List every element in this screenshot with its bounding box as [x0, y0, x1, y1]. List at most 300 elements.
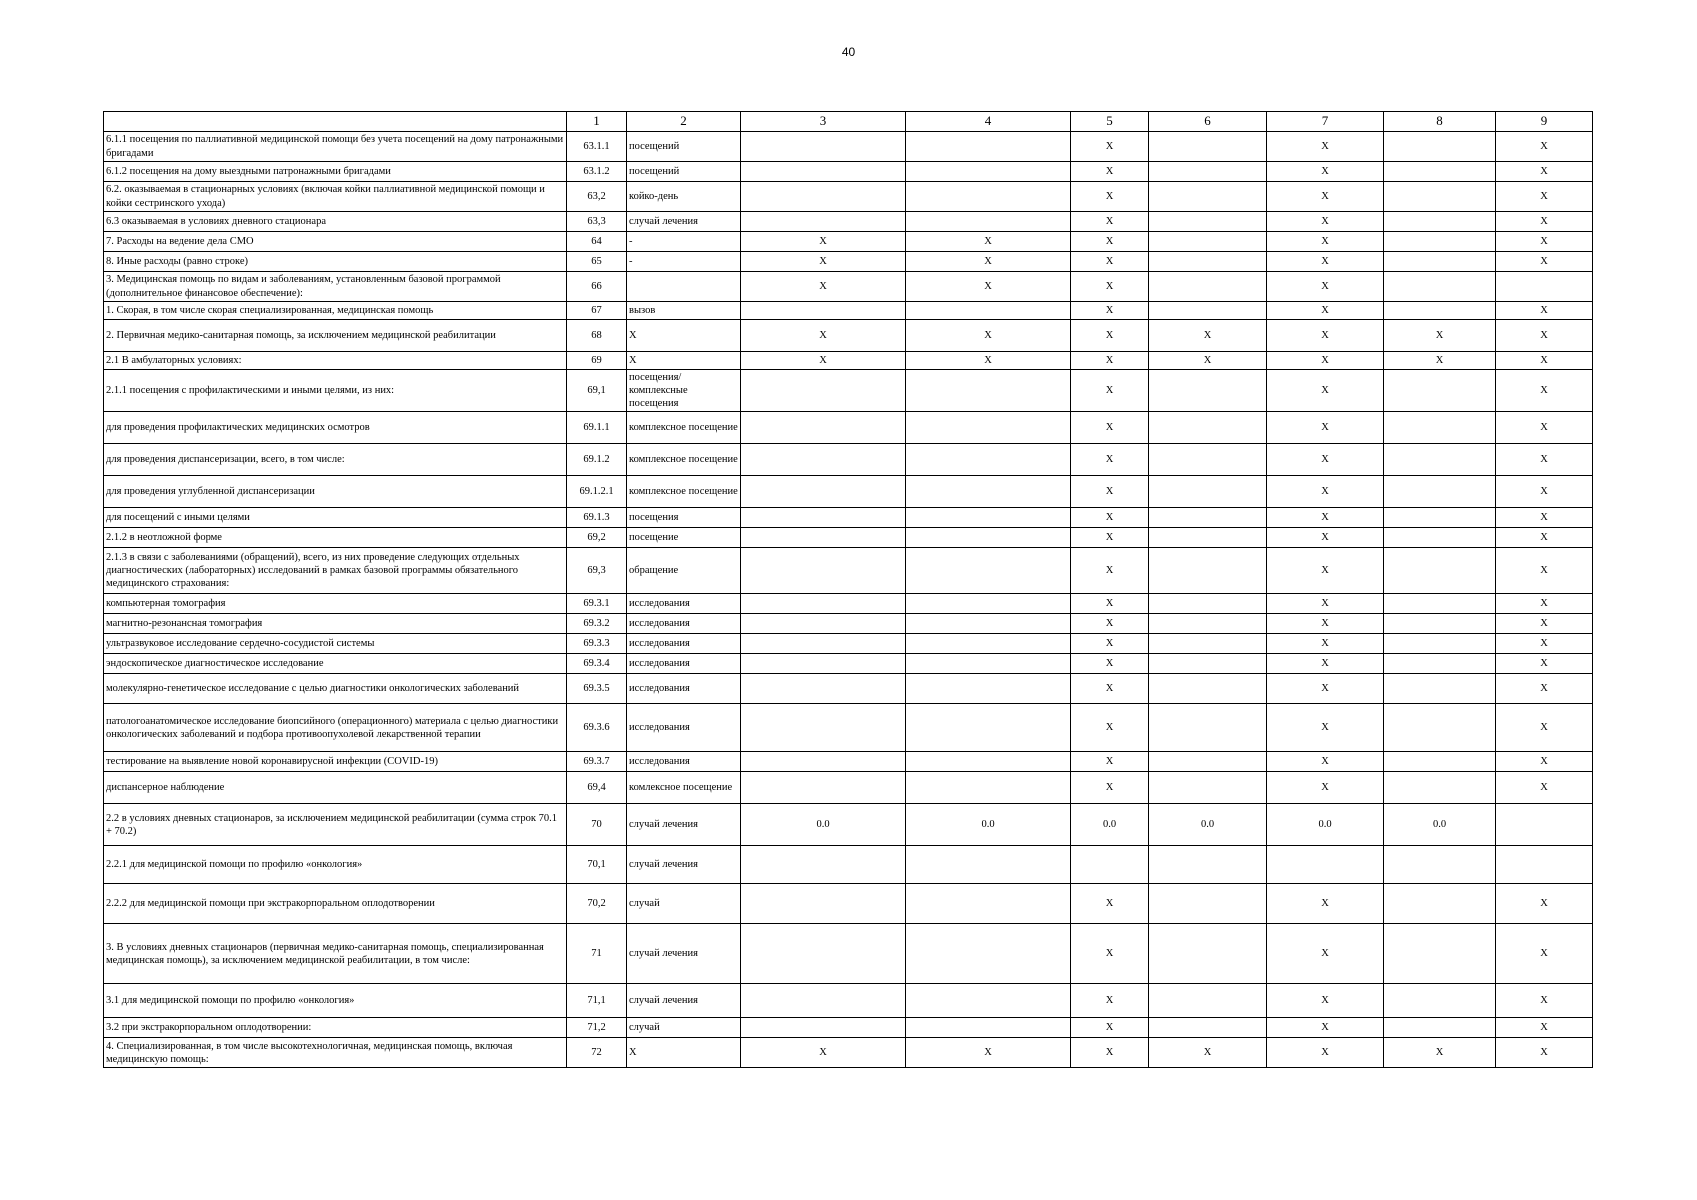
row-unit: исследования	[627, 594, 741, 614]
cell-value	[1149, 232, 1267, 252]
cell-value	[1384, 182, 1496, 212]
row-name: 7. Расходы на ведение дела СМО	[104, 232, 567, 252]
row-code: 69.1.3	[567, 508, 627, 528]
row-name: 6.2. оказываемая в стационарных условиях (включая койки паллиативной медицинской помощи и койки сестринского ухода)	[104, 182, 567, 212]
cell-value: X	[1496, 232, 1593, 252]
row-name: эндоскопическое диагностическое исследование	[104, 654, 567, 674]
cell-value	[1496, 804, 1593, 846]
table-header-row	[104, 112, 1593, 132]
cell-value	[906, 654, 1071, 674]
table-row	[104, 182, 1593, 212]
cell-value	[906, 924, 1071, 984]
row-name: компьютерная томография	[104, 594, 567, 614]
cell-value	[906, 984, 1071, 1018]
cell-value: X	[1267, 884, 1384, 924]
cell-value: X	[741, 1038, 906, 1068]
row-unit: посещение	[627, 528, 741, 548]
cell-value: X	[1267, 508, 1384, 528]
cell-value	[741, 634, 906, 654]
cell-value: X	[1496, 252, 1593, 272]
cell-value	[741, 654, 906, 674]
row-name: 2.1.2 в неотложной форме	[104, 528, 567, 548]
table-row	[104, 548, 1593, 594]
row-name: магнитно-резонансная томография	[104, 614, 567, 634]
row-name: 2.2.1 для медицинской помощи по профилю «онкология»	[104, 846, 567, 884]
cell-value	[1149, 594, 1267, 614]
row-code: 69.3.6	[567, 704, 627, 752]
row-unit: X	[627, 320, 741, 352]
cell-value: X	[1384, 1038, 1496, 1068]
row-code: 63,3	[567, 212, 627, 232]
cell-value: 0.0	[1149, 804, 1267, 846]
row-name: для проведения диспансеризации, всего, в том числе:	[104, 444, 567, 476]
row-unit: -	[627, 232, 741, 252]
row-unit: комплексное посещение	[627, 412, 741, 444]
cell-value	[906, 162, 1071, 182]
cell-value	[906, 508, 1071, 528]
cell-value: X	[906, 272, 1071, 302]
row-code: 72	[567, 1038, 627, 1068]
column-header: 4	[906, 112, 1071, 132]
cell-value: 0.0	[1384, 804, 1496, 846]
cell-value	[1149, 674, 1267, 704]
cell-value	[906, 132, 1071, 162]
cell-value: X	[1071, 352, 1149, 370]
row-name: 2.1.1 посещения с профилактическими и иными целями, из них:	[104, 370, 567, 412]
cell-value: X	[1071, 924, 1149, 984]
cell-value: X	[1071, 252, 1149, 272]
cell-value	[741, 846, 906, 884]
row-unit: посещения/комплексные посещения	[627, 370, 741, 412]
cell-value	[1384, 772, 1496, 804]
table-row	[104, 252, 1593, 272]
cell-value: X	[1071, 508, 1149, 528]
row-code: 69.1.2	[567, 444, 627, 476]
cell-value: X	[1267, 132, 1384, 162]
table-row	[104, 1038, 1593, 1068]
cell-value	[1384, 476, 1496, 508]
row-code: 69.3.1	[567, 594, 627, 614]
column-header: 9	[1496, 112, 1593, 132]
row-name: 6.3 оказываемая в условиях дневного стационара	[104, 212, 567, 232]
cell-value: X	[1496, 476, 1593, 508]
cell-value	[1384, 212, 1496, 232]
cell-value	[906, 704, 1071, 752]
cell-value: X	[1071, 634, 1149, 654]
cell-value	[1149, 508, 1267, 528]
cell-value: X	[1071, 594, 1149, 614]
cell-value	[1149, 772, 1267, 804]
cell-value	[1384, 548, 1496, 594]
row-name: 2.1.3 в связи с заболеваниями (обращений), всего, из них проведение следующих отдельных диагностических (лабораторных) исследований в рамках базовой программы обязательного медицинского страхования:	[104, 548, 567, 594]
cell-value: X	[1267, 370, 1384, 412]
cell-value	[1384, 370, 1496, 412]
cell-value: X	[1496, 634, 1593, 654]
row-code: 70,2	[567, 884, 627, 924]
cell-value	[1384, 232, 1496, 252]
cell-value: X	[906, 252, 1071, 272]
row-code: 69.3.2	[567, 614, 627, 634]
column-header: 2	[627, 112, 741, 132]
row-name: патологоанатомическое исследование биопсийного (операционного) материала с целью диагностики онкологических заболеваний и подбора противоопухолевой лекарственной терапии	[104, 704, 567, 752]
cell-value: X	[1071, 182, 1149, 212]
cell-value: X	[1071, 528, 1149, 548]
cell-value: X	[1071, 884, 1149, 924]
table-row	[104, 162, 1593, 182]
table-row	[104, 370, 1593, 412]
row-unit: X	[627, 352, 741, 370]
cell-value: X	[1071, 412, 1149, 444]
cell-value: X	[1267, 272, 1384, 302]
table-row	[104, 320, 1593, 352]
cell-value: X	[1496, 212, 1593, 232]
row-unit: случай лечения	[627, 804, 741, 846]
cell-value	[741, 132, 906, 162]
cell-value	[741, 884, 906, 924]
cell-value: X	[1496, 370, 1593, 412]
column-header: 8	[1384, 112, 1496, 132]
row-code: 70	[567, 804, 627, 846]
row-unit: комлексное посещение	[627, 772, 741, 804]
row-unit: случай	[627, 1018, 741, 1038]
row-code: 69,1	[567, 370, 627, 412]
cell-value: X	[1071, 212, 1149, 232]
cell-value	[1384, 412, 1496, 444]
table-row	[104, 804, 1593, 846]
row-unit: койко-день	[627, 182, 741, 212]
page-number: 40	[841, 45, 856, 59]
row-name: 8. Иные расходы (равно строке)	[104, 252, 567, 272]
cell-value: X	[1267, 924, 1384, 984]
row-name: 2. Первичная медико-санитарная помощь, за исключением медицинской реабилитации	[104, 320, 567, 352]
cell-value	[1384, 846, 1496, 884]
cell-value: X	[741, 232, 906, 252]
row-unit: случай	[627, 884, 741, 924]
cell-value: X	[1496, 182, 1593, 212]
cell-value: X	[1267, 444, 1384, 476]
cell-value	[1149, 654, 1267, 674]
table-row	[104, 528, 1593, 548]
row-code: 63,2	[567, 182, 627, 212]
row-name: 3. Медицинская помощь по видам и заболеваниям, установленным базовой программой (дополнительное финансовое обеспечение):	[104, 272, 567, 302]
cell-value	[1149, 272, 1267, 302]
cell-value	[1149, 182, 1267, 212]
row-unit: комплексное посещение	[627, 476, 741, 508]
cell-value	[906, 884, 1071, 924]
cell-value: X	[1071, 444, 1149, 476]
cell-value: X	[906, 1038, 1071, 1068]
cell-value: X	[1496, 1038, 1593, 1068]
cell-value	[1384, 528, 1496, 548]
cell-value: X	[1071, 674, 1149, 704]
cell-value	[906, 674, 1071, 704]
cell-value	[1384, 924, 1496, 984]
cell-value: X	[1496, 984, 1593, 1018]
cell-value: X	[1267, 212, 1384, 232]
table-row	[104, 132, 1593, 162]
row-unit: исследования	[627, 674, 741, 704]
table-row	[104, 704, 1593, 752]
table-row	[104, 654, 1593, 674]
cell-value	[1149, 528, 1267, 548]
row-code: 69.3.7	[567, 752, 627, 772]
cell-value: 0.0	[1267, 804, 1384, 846]
cell-value: X	[1267, 984, 1384, 1018]
cell-value: X	[1267, 252, 1384, 272]
cell-value: X	[741, 352, 906, 370]
cell-value: X	[1496, 444, 1593, 476]
row-unit: исследования	[627, 614, 741, 634]
cell-value	[741, 476, 906, 508]
cell-value: X	[1496, 772, 1593, 804]
column-header: 5	[1071, 112, 1149, 132]
table-row	[104, 212, 1593, 232]
cell-value	[1149, 884, 1267, 924]
row-name: 6.1.1 посещения по паллиативной медицинской помощи без учета посещений на дому патронажными бригадами	[104, 132, 567, 162]
cell-value	[906, 476, 1071, 508]
cell-value	[1384, 704, 1496, 752]
cell-value: X	[741, 320, 906, 352]
cell-value: X	[1071, 654, 1149, 674]
row-unit: случай лечения	[627, 924, 741, 984]
cell-value	[1384, 272, 1496, 302]
cell-value: X	[1267, 654, 1384, 674]
cell-value	[741, 614, 906, 634]
cell-value	[741, 704, 906, 752]
cell-value: X	[1071, 320, 1149, 352]
cell-value	[1384, 594, 1496, 614]
column-header: 7	[1267, 112, 1384, 132]
row-unit: посещений	[627, 162, 741, 182]
cell-value: X	[1267, 752, 1384, 772]
row-unit: исследования	[627, 752, 741, 772]
cell-value	[1384, 984, 1496, 1018]
cell-value: X	[1496, 594, 1593, 614]
cell-value: X	[1496, 508, 1593, 528]
row-code: 69.3.3	[567, 634, 627, 654]
row-unit: исследования	[627, 634, 741, 654]
table-row	[104, 272, 1593, 302]
cell-value: X	[1496, 654, 1593, 674]
cell-value	[1149, 162, 1267, 182]
cell-value: X	[1071, 984, 1149, 1018]
cell-value: X	[1071, 370, 1149, 412]
cell-value	[741, 182, 906, 212]
cell-value	[906, 444, 1071, 476]
table-row	[104, 232, 1593, 252]
table-body	[104, 132, 1593, 1068]
row-name: ультразвуковое исследование сердечно-сосудистой системы	[104, 634, 567, 654]
cell-value	[741, 370, 906, 412]
cell-value	[1149, 634, 1267, 654]
cell-value	[1384, 508, 1496, 528]
cell-value: X	[1267, 1018, 1384, 1038]
row-unit: -	[627, 252, 741, 272]
cell-value: X	[1496, 528, 1593, 548]
cell-value: X	[1267, 232, 1384, 252]
cell-value: X	[1071, 132, 1149, 162]
table-row	[104, 594, 1593, 614]
cell-value	[1149, 132, 1267, 162]
table-row	[104, 924, 1593, 984]
row-unit: случай лечения	[627, 212, 741, 232]
cell-value	[1149, 846, 1267, 884]
row-code: 69.3.4	[567, 654, 627, 674]
row-name: 3. В условиях дневных стационаров (первичная медико-санитарная помощь, специализированная медицинская помощь), за исключением медицинской реабилитации, в том числе:	[104, 924, 567, 984]
row-code: 69.3.5	[567, 674, 627, 704]
cell-value	[741, 302, 906, 320]
row-unit: вызов	[627, 302, 741, 320]
cell-value	[741, 984, 906, 1018]
row-name: молекулярно-генетическое исследование с целью диагностики онкологических заболеваний	[104, 674, 567, 704]
cell-value: X	[1496, 924, 1593, 984]
row-name: тестирование на выявление новой коронавирусной инфекции (COVID-19)	[104, 752, 567, 772]
table-row	[104, 352, 1593, 370]
row-code: 69	[567, 352, 627, 370]
row-name: 6.1.2 посещения на дому выездными патронажными бригадами	[104, 162, 567, 182]
table-row	[104, 476, 1593, 508]
cell-value: X	[1496, 884, 1593, 924]
cell-value	[1149, 548, 1267, 594]
table-row	[104, 772, 1593, 804]
table-row	[104, 846, 1593, 884]
cell-value	[1149, 476, 1267, 508]
cell-value	[1149, 370, 1267, 412]
row-name: 1. Скорая, в том числе скорая специализированная, медицинская помощь	[104, 302, 567, 320]
cell-value	[741, 412, 906, 444]
cell-value: X	[1149, 320, 1267, 352]
cell-value: X	[1267, 704, 1384, 752]
row-code: 69,2	[567, 528, 627, 548]
row-code: 69,4	[567, 772, 627, 804]
row-name: 2.1 В амбулаторных условиях:	[104, 352, 567, 370]
row-code: 69.1.1	[567, 412, 627, 444]
row-code: 71,1	[567, 984, 627, 1018]
cell-value	[1149, 924, 1267, 984]
cell-value	[741, 1018, 906, 1038]
cell-value	[906, 412, 1071, 444]
cell-value: X	[1071, 272, 1149, 302]
row-unit: посещения	[627, 508, 741, 528]
cell-value	[906, 370, 1071, 412]
cell-value	[906, 594, 1071, 614]
table-row	[104, 1018, 1593, 1038]
cell-value: X	[1496, 302, 1593, 320]
cell-value: X	[906, 232, 1071, 252]
cell-value	[1384, 162, 1496, 182]
row-code: 71,2	[567, 1018, 627, 1038]
cell-value: X	[1496, 320, 1593, 352]
cell-value	[1384, 614, 1496, 634]
cell-value: X	[1496, 1018, 1593, 1038]
cell-value: X	[1071, 772, 1149, 804]
row-unit: случай лечения	[627, 984, 741, 1018]
cell-value	[1384, 634, 1496, 654]
table-row	[104, 884, 1593, 924]
table-row	[104, 444, 1593, 476]
row-name: диспансерное наблюдение	[104, 772, 567, 804]
cell-value: X	[1496, 352, 1593, 370]
cell-value: X	[1071, 232, 1149, 252]
cell-value: X	[1496, 704, 1593, 752]
row-unit: комплексное посещение	[627, 444, 741, 476]
cell-value: X	[1071, 302, 1149, 320]
row-name: 4. Специализированная, в том числе высокотехнологичная, медицинская помощь, включая медицинскую помощь:	[104, 1038, 567, 1068]
cell-value: X	[1496, 132, 1593, 162]
cell-value	[906, 752, 1071, 772]
cell-value	[1384, 1018, 1496, 1038]
cell-value	[1384, 654, 1496, 674]
cell-value: X	[1267, 162, 1384, 182]
row-name: 3.1 для медицинской помощи по профилю «онкология»	[104, 984, 567, 1018]
cell-value: X	[741, 252, 906, 272]
row-code: 69,3	[567, 548, 627, 594]
cell-value: X	[1071, 614, 1149, 634]
table-row	[104, 674, 1593, 704]
cell-value: 0.0	[906, 804, 1071, 846]
cell-value	[906, 528, 1071, 548]
table-row	[104, 614, 1593, 634]
cell-value: X	[1149, 352, 1267, 370]
cell-value: X	[1267, 352, 1384, 370]
cell-value	[1384, 302, 1496, 320]
row-unit	[627, 272, 741, 302]
column-header: 6	[1149, 112, 1267, 132]
cell-value: X	[1496, 548, 1593, 594]
cell-value	[906, 182, 1071, 212]
cell-value: X	[1384, 320, 1496, 352]
row-code: 68	[567, 320, 627, 352]
row-name: для проведения профилактических медицинских осмотров	[104, 412, 567, 444]
cell-value: X	[1267, 1038, 1384, 1068]
cell-value: X	[1149, 1038, 1267, 1068]
row-name: 2.2 в условиях дневных стационаров, за исключением медицинской реабилитации (сумма строк 70.1 + 70.2)	[104, 804, 567, 846]
table-row	[104, 302, 1593, 320]
row-unit: X	[627, 1038, 741, 1068]
cell-value: X	[1267, 634, 1384, 654]
cell-value	[906, 614, 1071, 634]
cell-value: 0.0	[1071, 804, 1149, 846]
cell-value	[1267, 846, 1384, 884]
cell-value	[906, 634, 1071, 654]
row-code: 70,1	[567, 846, 627, 884]
cell-value	[906, 548, 1071, 594]
cell-value	[1149, 444, 1267, 476]
cell-value: X	[1267, 412, 1384, 444]
row-code: 65	[567, 252, 627, 272]
cell-value	[741, 772, 906, 804]
row-unit: исследования	[627, 704, 741, 752]
row-unit: случай лечения	[627, 846, 741, 884]
cell-value: X	[1071, 752, 1149, 772]
cell-value	[906, 772, 1071, 804]
cell-value: X	[1267, 772, 1384, 804]
row-code: 69.1.2.1	[567, 476, 627, 508]
cell-value	[741, 752, 906, 772]
cell-value: X	[1071, 704, 1149, 752]
cell-value	[1071, 846, 1149, 884]
cell-value: X	[1496, 752, 1593, 772]
cell-value: X	[1496, 412, 1593, 444]
cell-value	[741, 444, 906, 476]
cell-value	[906, 846, 1071, 884]
cell-value	[1384, 444, 1496, 476]
cell-value	[1384, 252, 1496, 272]
cell-value: X	[906, 320, 1071, 352]
cell-value	[1149, 984, 1267, 1018]
row-code: 67	[567, 302, 627, 320]
cell-value	[1496, 272, 1593, 302]
